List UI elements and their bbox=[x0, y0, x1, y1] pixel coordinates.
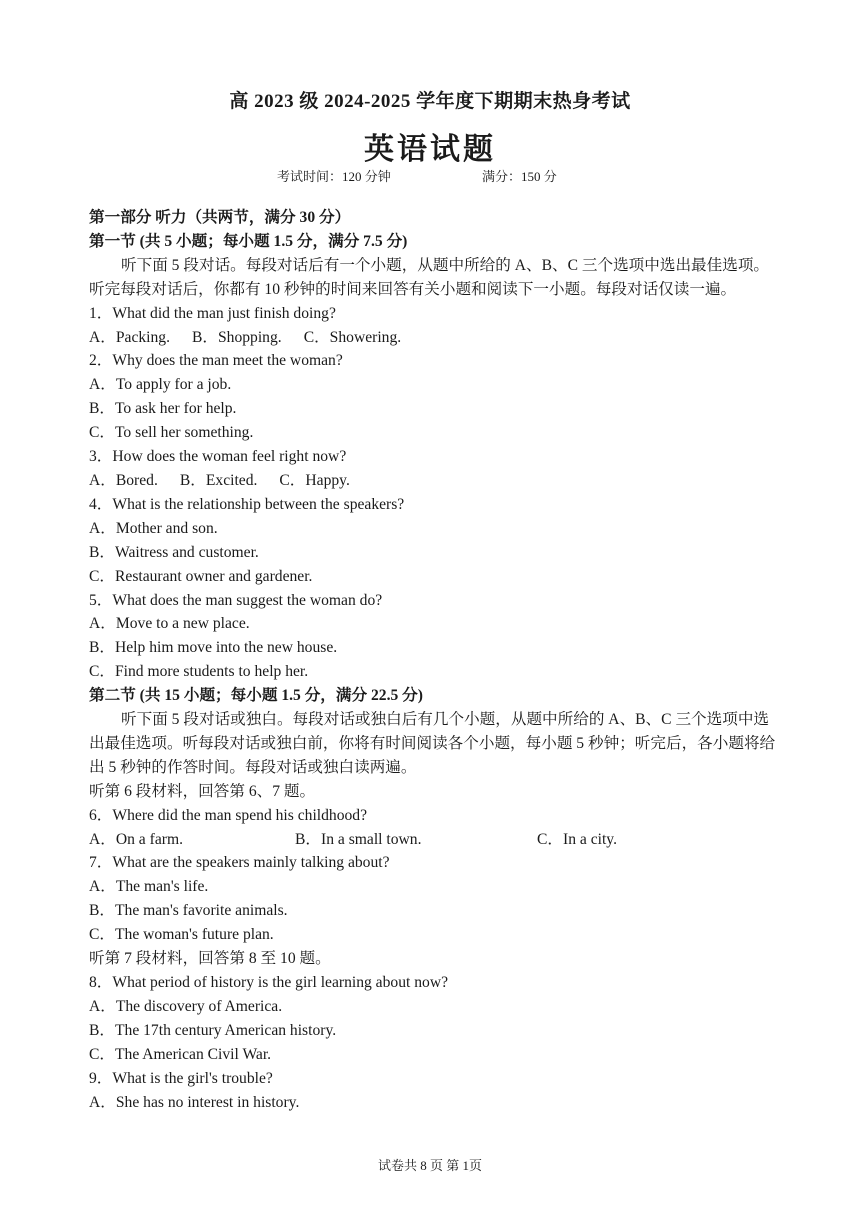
option-c: C．Showering. bbox=[303, 328, 402, 346]
option-b: B．To ask her for help. bbox=[89, 400, 237, 418]
exam-title: 高 2023 级 2024-2025 学年度下期期末热身考试 bbox=[229, 91, 631, 112]
exam-meta bbox=[0, 166, 860, 186]
option-c: C．Find more students to help her. bbox=[89, 663, 309, 681]
option-b: B．In a small town. bbox=[295, 830, 422, 848]
section1-instructions: 听下面 5 段对话。每段对话后有一个小题，从题中所给的 A、B、C 三个选项中选出最佳选项。听完每段对话后，你都有 10 秒钟的时间来回答有关小题和阅读下一小题。每段对话仅读一遍。 bbox=[89, 256, 770, 298]
section1-heading: 第一节 (共 5 小题；每小题 1.5 分，满分 7.5 分) bbox=[89, 232, 408, 250]
option-a: A．Move to a new place. bbox=[89, 615, 250, 633]
option-a: A．Mother and son. bbox=[89, 519, 218, 537]
question-6-options bbox=[89, 828, 779, 852]
option-c: C．Happy. bbox=[279, 471, 350, 489]
option-b: B．Excited. bbox=[179, 471, 258, 489]
material-7-note: 听第 7 段材料，回答第 8 至 10 题。 bbox=[89, 950, 331, 968]
part1-heading: 第一部分 听力（共两节，满分 30 分） bbox=[89, 209, 351, 226]
option-a: A．The man's life. bbox=[89, 878, 209, 896]
question-7: 7．What are the speakers mainly talking about? bbox=[89, 854, 390, 872]
question-4: 4．What is the relationship between the speakers? bbox=[89, 495, 405, 513]
option-b: B．The 17th century American history. bbox=[89, 1021, 337, 1039]
page-footer: 试卷共 8 页 第 1页 bbox=[377, 1158, 482, 1173]
option-a: A．Packing. bbox=[89, 328, 170, 346]
option-b: B．Waitress and customer. bbox=[89, 543, 259, 561]
option-a: A．She has no interest in history. bbox=[89, 1093, 300, 1111]
option-b: B．Shopping. bbox=[192, 328, 282, 346]
question-3-options bbox=[89, 469, 779, 493]
subject-title: 英语试题 bbox=[364, 133, 496, 166]
exam-time: 考试时间：120 分钟 bbox=[277, 169, 391, 184]
question-1: 1．What did the man just finish doing? bbox=[89, 304, 336, 322]
option-a: A．To apply for a job. bbox=[89, 376, 232, 394]
section2-heading: 第二节 (共 15 小题；每小题 1.5 分，满分 22.5 分) bbox=[89, 687, 423, 705]
option-a: A．The discovery of America. bbox=[89, 997, 283, 1015]
question-5: 5．What does the man suggest the woman do? bbox=[89, 591, 383, 609]
question-8: 8．What period of history is the girl learning about now? bbox=[89, 974, 449, 991]
material-6-note: 听第 6 段材料，回答第 6、7 题。 bbox=[89, 782, 316, 800]
option-a: A．Bored. bbox=[89, 471, 158, 489]
question-1-options bbox=[89, 326, 779, 350]
question-6: 6．Where did the man spend his childhood? bbox=[89, 806, 368, 824]
question-3: 3．How does the woman feel right now? bbox=[89, 448, 347, 466]
question-2: 2．Why does the man meet the woman? bbox=[89, 352, 343, 370]
exam-score: 满分：150 分 bbox=[482, 169, 557, 184]
option-b: B．Help him move into the new house. bbox=[89, 639, 338, 657]
option-a: A．On a farm. bbox=[89, 830, 183, 848]
option-c: C．In a city. bbox=[537, 830, 617, 848]
option-c: C．The American Civil War. bbox=[89, 1045, 272, 1063]
question-9: 9．What is the girl's trouble? bbox=[89, 1069, 273, 1087]
option-c: C．To sell her something. bbox=[89, 424, 254, 442]
option-b: B．The man's favorite animals. bbox=[89, 902, 288, 920]
option-c: C．Restaurant owner and gardener. bbox=[89, 567, 313, 585]
section2-instructions: 听下面 5 段对话或独白。每段对话或独白后有几个小题，从题中所给的 A、B、C 三个选项中选出最佳选项。听每段对话或独白前，你将有时间阅读各个小题，每小题 5 秒钟；听完后，各小题将给出 5 秒钟的作答时间。每段对话或独白读两遍。 bbox=[89, 711, 776, 776]
option-c: C．The woman's future plan. bbox=[89, 926, 274, 944]
exam-content bbox=[89, 206, 779, 1114]
